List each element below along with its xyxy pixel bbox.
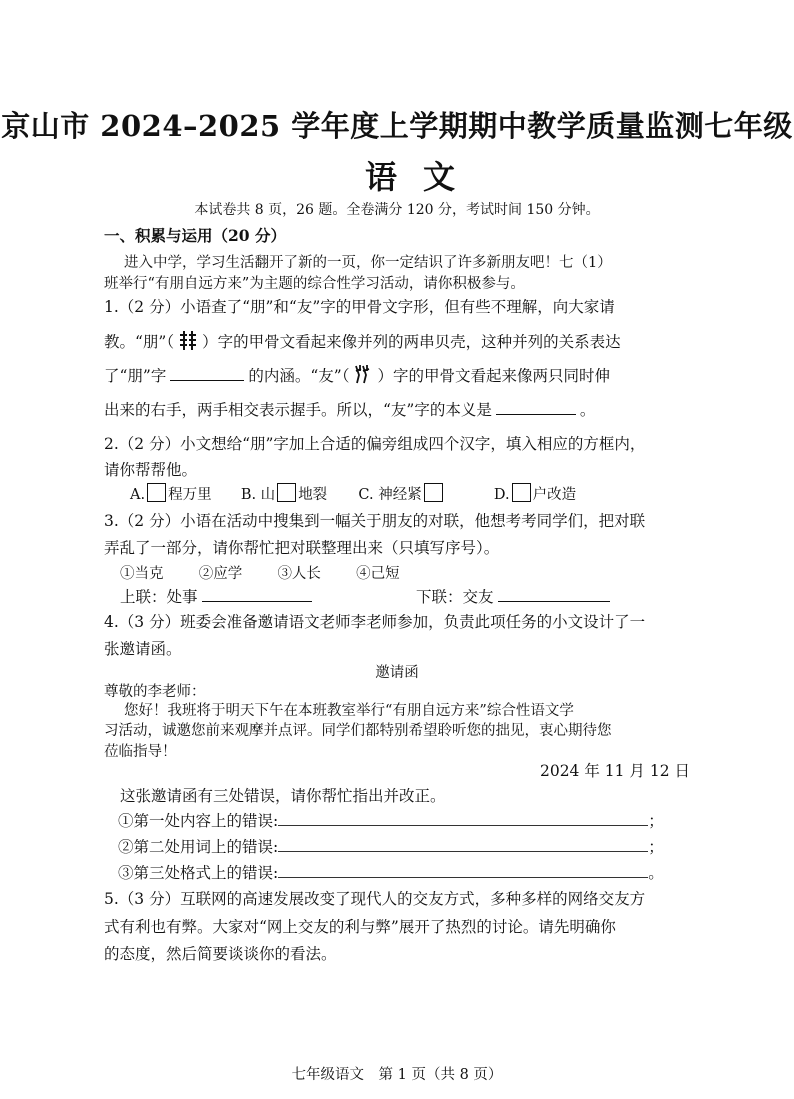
q5-line-2: 式有利也有弊。大家对“网上交友的利与弊”展开了热烈的讨论。请先明确你 <box>104 918 616 936</box>
q3-line-2: 弄乱了一部分，请你帮忙把对联整理出来（只填写序号）。 <box>104 539 500 557</box>
q4-prompt: 这张邀请函有三处错误，请你帮忙指出并改正。 <box>120 787 446 805</box>
q1-line-4-a: 出来的右手，两手相交表示握手。所以，“友”字的本义是 <box>104 401 492 419</box>
q3-line-1: 3.（2 分）小语在活动中搜集到一幅关于朋友的对联，他想考考同学们，把对联 <box>104 512 646 530</box>
q3-lower-couplet: 下联：交友 <box>416 580 614 614</box>
q1-line-3 <box>104 359 610 393</box>
q3-upper-blank[interactable] <box>202 583 312 602</box>
q1-line-2-b: ）字的甲骨文看起来像并列的两串贝壳，这种并列的关系表达 <box>202 333 621 351</box>
exam-info: 本试卷共 8 页，26 题。全卷满分 120 分，考试时间 150 分钟。 <box>194 202 600 218</box>
q4-error-2: ②第二处用词上的错误: ； <box>118 838 664 856</box>
q3-choice-2: ②应学 <box>198 566 243 582</box>
q2-box-d[interactable] <box>512 483 531 502</box>
q3-choice-1: ①当克 <box>120 566 164 582</box>
q1-line-1: 1.（2 分）小语查了“朋”和“友”字的甲骨文字形，但有些不理解，向大家请 <box>104 298 615 316</box>
q4-error-1-line[interactable] <box>278 811 648 826</box>
q1-line-3-b: 的内涵。“友”（ <box>248 367 350 385</box>
q1-answer-blank-2[interactable] <box>496 396 576 415</box>
q2-option-a: A. 程万里 <box>130 487 212 503</box>
q3-choice-3: ③人长 <box>277 566 321 582</box>
q1-answer-blank-1[interactable] <box>170 362 244 381</box>
q1-line-3-c: ）字的甲骨文看起来像两只同时伸 <box>377 367 610 385</box>
intro-line-1: 进入中学，学习生活翻开了新的一页，你一定结识了许多新朋友吧！七（1） <box>124 255 612 271</box>
q5-line-1: 5.（3 分）互联网的高速发展改变了现代人的交友方式，多种多样的网络交友方 <box>104 890 646 908</box>
invitation-title: 邀请函 <box>375 665 419 681</box>
q2-options <box>130 483 576 504</box>
subject-title: 语文 <box>364 158 481 196</box>
q2-option-c: C. 神经紧 <box>358 487 444 503</box>
q3-choice-4: ④己短 <box>356 566 400 582</box>
q5-line-3: 的态度，然后简要谈谈你的看法。 <box>104 945 337 963</box>
invitation-date: 2024 年 11 月 12 日 <box>539 762 690 780</box>
q2-box-a[interactable] <box>147 483 166 502</box>
q1-line-2 <box>104 325 621 359</box>
q4-error-3: ③第三处格式上的错误: 。 <box>118 864 664 882</box>
q2-box-c[interactable] <box>424 483 443 502</box>
exam-title: 京山市 2024–2025 学年度上学期期中教学质量监测七年级 <box>1 109 793 143</box>
q2-line-2: 请你帮帮他。 <box>104 461 198 479</box>
page-footer: 七年级语文 第 1 页（共 8 页） <box>291 1067 503 1083</box>
q4-line-2: 张邀请函。 <box>104 640 182 658</box>
q1-line-4-b: 。 <box>579 401 596 419</box>
q3-upper-couplet: 上联：处事 <box>120 580 316 614</box>
q4-error-3-line[interactable] <box>278 863 648 878</box>
intro-line-2: 班举行“有朋自远方来”为主题的综合性学习活动，请你积极参与。 <box>104 276 525 292</box>
q2-line-1: 2.（2 分）小文想给“朋”字加上合适的偏旁组成四个汉字，填入相应的方框内， <box>104 435 646 453</box>
section-heading: 一、积累与运用（20 分） <box>104 226 286 245</box>
q2-option-b: B. 山 地裂 <box>241 487 327 503</box>
q2-option-d: D. 户改造 <box>494 487 576 503</box>
oracle-peng-glyph-icon <box>178 329 198 351</box>
q4-error-1: ①第一处内容上的错误: ； <box>118 812 664 830</box>
invitation-body-3: 莅临指导！ <box>104 744 177 760</box>
oracle-you-glyph-icon <box>353 363 373 385</box>
q1-line-4 <box>104 393 595 427</box>
q3-lower-blank[interactable] <box>498 583 610 602</box>
q4-line-1: 4.（3 分）班委会准备邀请语文老师李老师参加，负责此项任务的小文设计了一 <box>104 613 646 631</box>
invitation-greeting: 尊敬的李老师： <box>104 684 206 700</box>
invitation-body-2: 习活动，诚邀您前来观摩并点评。同学们都特别希望聆听您的拙见，衷心期待您 <box>104 723 612 739</box>
q1-line-3-a: 了“朋”字 <box>104 367 167 385</box>
q2-box-b[interactable] <box>277 483 296 502</box>
invitation-body-1: 您好！我班将于明天下午在本班教室举行“有朋自远方来”综合性语文学 <box>124 703 574 719</box>
q1-line-2-a: 教。“朋”（ <box>104 333 175 351</box>
q4-error-2-line[interactable] <box>278 837 648 852</box>
